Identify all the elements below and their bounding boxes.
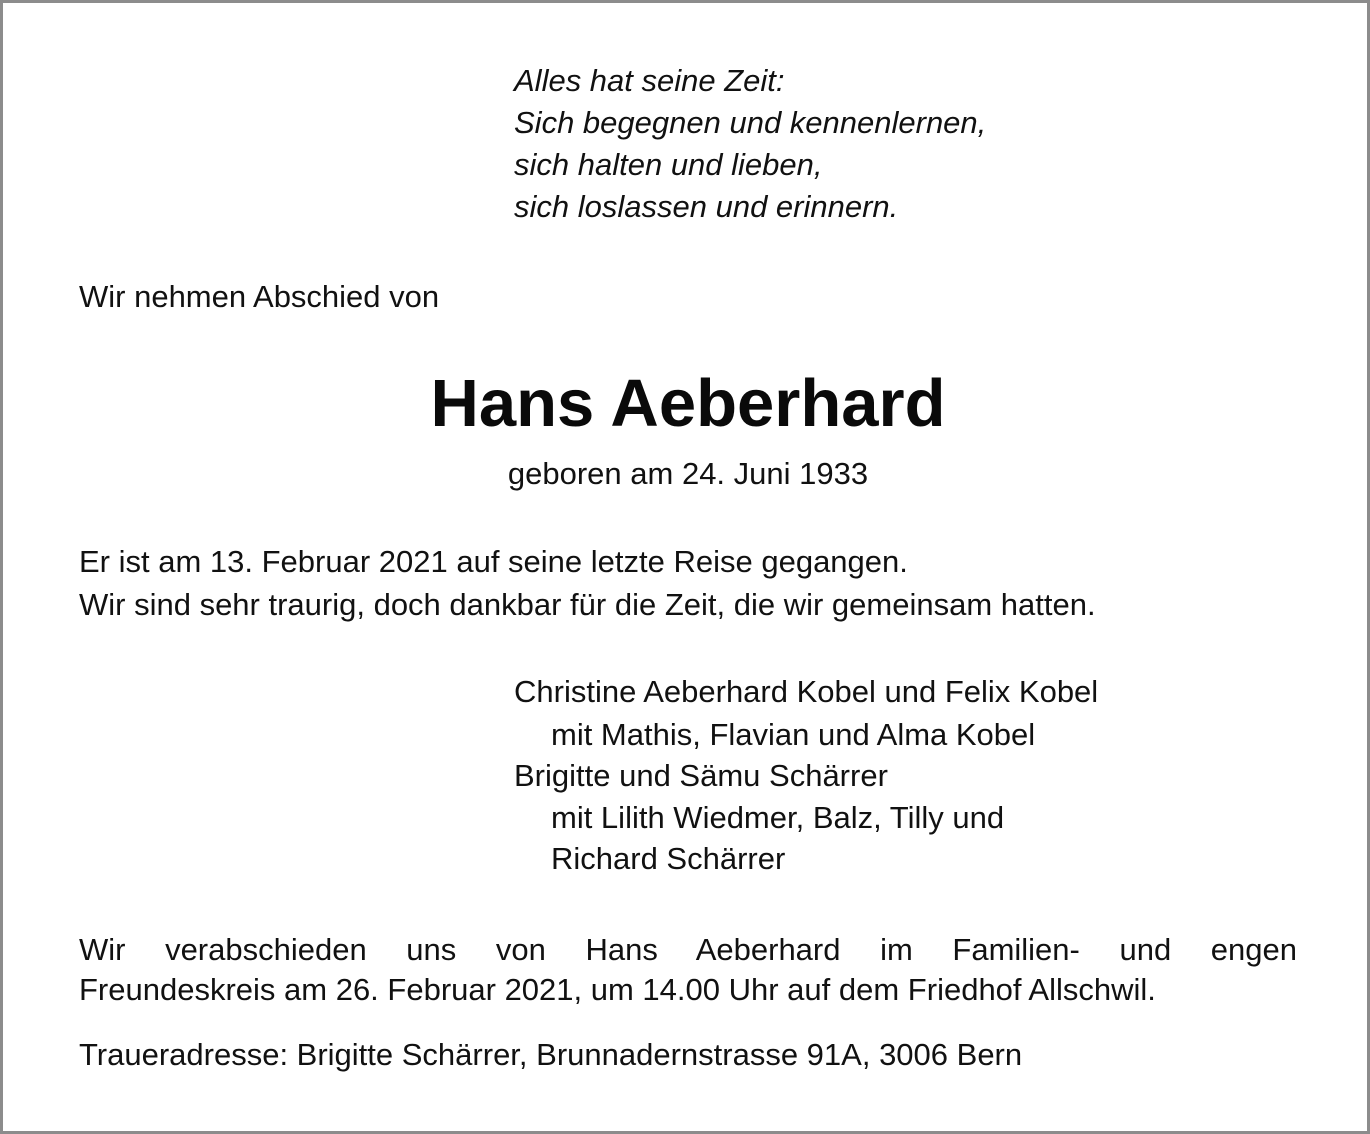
intro-text: Wir nehmen Abschied von xyxy=(79,279,440,314)
deceased-name: Hans Aeberhard xyxy=(430,366,946,441)
mourner-family-1: Christine Aeberhard Kobel und Felix Kobel xyxy=(514,674,1099,709)
mourner-family-2-children-2: Richard Schärrer xyxy=(551,841,786,876)
message-line-1: Er ist am 13. Februar 2021 auf seine letzte Reise gegangen. xyxy=(79,544,908,579)
ceremony-line-2: Freundeskreis am 26. Februar 2021, um 14.00 Uhr auf dem Friedhof Allschwil. xyxy=(79,972,1156,1007)
quote-line-2: Sich begegnen und kennenlernen, xyxy=(514,105,987,140)
mourner-family-2: Brigitte und Sämu Schärrer xyxy=(514,758,888,793)
ceremony-line-1: Wir verabschieden uns von Hans Aeberhard im Familien- und engen xyxy=(79,932,1297,967)
ceremony-text xyxy=(79,930,1297,1010)
mourner-family-2-children-1: mit Lilith Wiedmer, Balz, Tilly und xyxy=(551,800,1005,835)
quote-line-4: sich loslassen und erinnern. xyxy=(514,189,899,224)
quote-line-1: Alles hat seine Zeit: xyxy=(514,63,785,98)
mourning-address: Traueradresse: Brigitte Schärrer, Brunnadernstrasse 91A, 3006 Bern xyxy=(79,1037,1023,1072)
message-line-2: Wir sind sehr traurig, doch dankbar für die Zeit, die wir gemeinsam hatten. xyxy=(79,587,1096,622)
mourner-family-1-children: mit Mathis, Flavian und Alma Kobel xyxy=(551,717,1036,752)
birth-date: geboren am 24. Juni 1933 xyxy=(507,456,869,491)
quote-line-3: sich halten und lieben, xyxy=(514,147,823,182)
